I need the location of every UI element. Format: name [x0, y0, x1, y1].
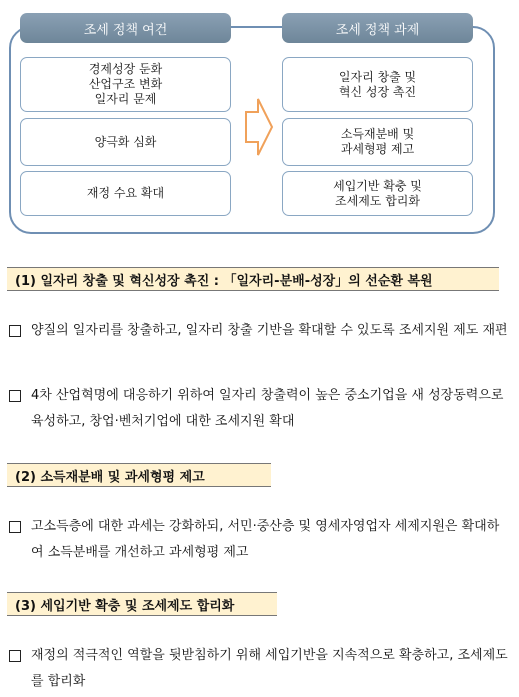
box-line: 세입기반 확충 및: [333, 178, 422, 193]
box-line: 과세형평 제고: [340, 142, 415, 156]
task-box-jobs: [282, 57, 473, 112]
list-item: [9, 318, 509, 344]
section-header-3: (3) 세입기반 확충 및 조세제도 합리화: [7, 592, 277, 616]
left-column-header: 조세 정책 여건: [20, 13, 231, 43]
box-line: 일자리 창출 및: [338, 69, 417, 84]
checkbox-square-icon: [9, 390, 21, 402]
item-text: 4차 산업혁명에 대응하기 위하여 일자리 창출력이 높은 중소기업을 새 성장동력으로 육성하고, 창업·벤처기업에 대한 조세지원 확대: [31, 388, 504, 429]
condition-box-polarization: [20, 118, 231, 166]
item-text: 재정의 적극적인 역할을 뒷받침하기 위해 세입기반을 지속적으로 확충하고, 조세제도를 합리화: [31, 648, 508, 689]
box-line: 조세제도 합리화: [335, 193, 420, 208]
box-line: 양극화 심화: [94, 134, 157, 149]
right-arrow-icon: [244, 96, 274, 158]
policy-diagram: [0, 0, 519, 240]
box-line: 일자리 문제: [94, 92, 157, 106]
section-header-1: (1) 일자리 창출 및 혁신성장 촉진 : 「일자리-분배-성장」의 선순환 복원: [7, 267, 499, 291]
checkbox-square-icon: [9, 325, 21, 337]
box-line: 소득재분배 및: [340, 127, 415, 141]
box-line: 재정 수요 확대: [86, 186, 165, 200]
task-box-redistribution: [282, 118, 473, 166]
list-item: [9, 643, 509, 695]
checkbox-square-icon: [9, 650, 21, 662]
section-header-2: (2) 소득재분배 및 과세형평 제고: [7, 463, 271, 487]
box-line: 혁신 성장 촉진: [338, 84, 417, 99]
list-item: [9, 514, 509, 566]
right-column-header: 조세 정책 과제: [282, 13, 473, 43]
checkbox-square-icon: [9, 521, 21, 533]
item-text: 고소득층에 대한 과세는 강화하되, 서민·중산층 및 영세자영업자 세제지원은 확대하여 소득분배를 개선하고 과세형평 제고: [31, 519, 500, 560]
list-item: [9, 383, 509, 435]
condition-box-fiscal: [20, 171, 231, 216]
task-box-revenue: [282, 171, 473, 216]
box-line: 경제성장 둔화: [88, 62, 163, 76]
item-text: 양질의 일자리를 창출하고, 일자리 창출 기반을 확대할 수 있도록 조세지원 제도 재편: [31, 323, 508, 338]
box-line: 산업구조 변화: [88, 77, 163, 91]
condition-box-growth: [20, 57, 231, 112]
